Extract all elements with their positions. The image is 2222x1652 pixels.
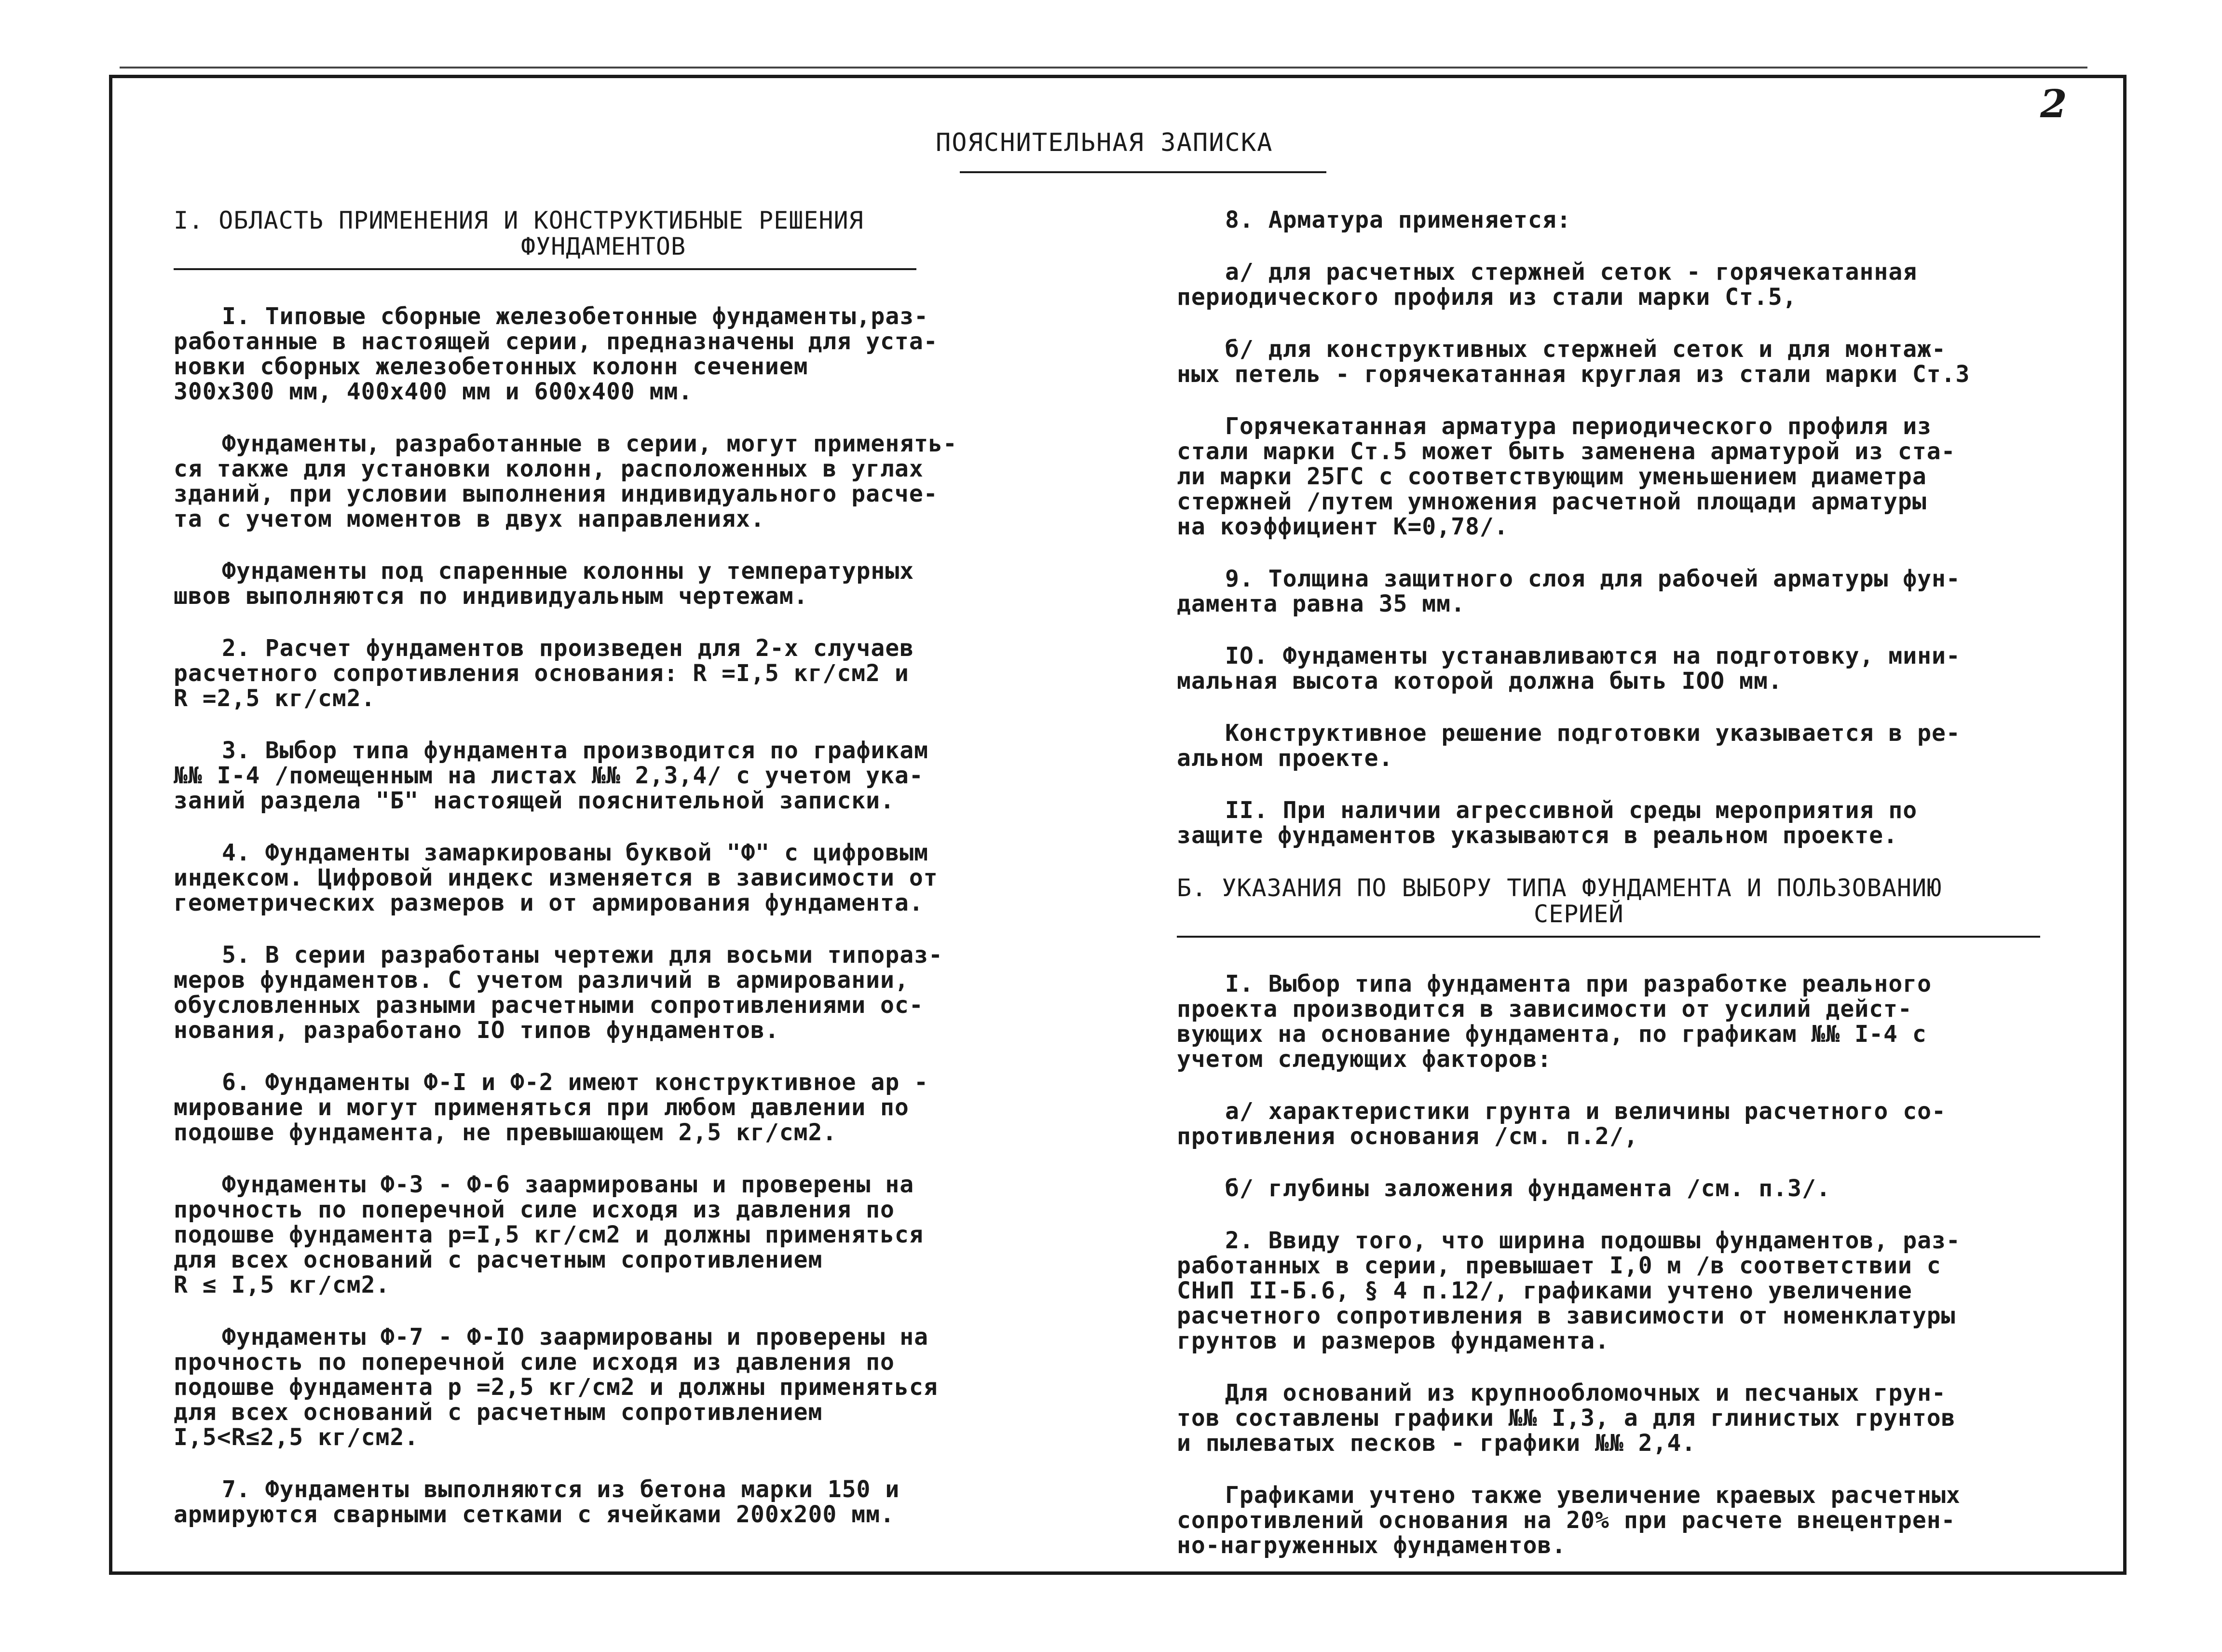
- paragraph: I. Типовые сборные железобетонные фундаменты,раз- работанные в настоящей серии, предназначены для уста- новки сборных железобетонных колонн сечением 300х300 мм, 400х400 мм и 600х400 мм.: [174, 303, 938, 405]
- section-heading-1: [174, 207, 1100, 259]
- paragraph: 2. Ввиду того, что ширина подошвы фундаментов, раз- работанных в серии, превышает I,0 м /в соответствии с СНиП II-Б.6, § 4 п.12/, графиками учтено увеличение расчетного сопротивления в зависимости от номенклатуры грунтов и размеров фундамента.: [1177, 1227, 1961, 1354]
- paragraph: 9. Толщина защитного слоя для рабочей арматуры фун- дамента равна 35 мм.: [1177, 565, 1961, 617]
- section-heading-b: [1177, 875, 2122, 927]
- right-paragraphs-bottom: [1177, 971, 2122, 1558]
- paragraph: а/ для расчетных стержней сеток - горячекатанная периодического профиля из стали марки Ст.5,: [1177, 259, 1918, 311]
- paragraph: 8. Арматура применяется:: [1225, 206, 1571, 233]
- paragraph: 5. В серии разработаны чертежи для восьми типораз- меров фундаментов. С учетом различий в армировании, обусловленных разными расчетными сопротивлениями ос- нования, разработано IO типов фундаментов.: [174, 942, 943, 1044]
- paragraph: Фундаменты Ф-3 - Ф-6 заармированы и проверены на прочность по поперечной силе исходя из давления по подошве фундамента р=I,5 кг/см2 и должны применяться для всех оснований с расчетным сопротивлением R ≤ I,5 кг/см2.: [174, 1171, 924, 1298]
- paragraph: Графиками учтено также увеличение краевых расчетных сопротивлений основания на 20% при расчете внецентрен- но-нагруженных фундаментов.: [1177, 1482, 1961, 1559]
- paragraph: 6. Фундаменты Ф-I и Ф-2 имеют конструктивное ар - мирование и могут применяться при любом давлении по подошве фундамента, не превышающем 2,5 кг/см2.: [174, 1069, 929, 1146]
- section-heading-b-line1: Б. УКАЗАНИЯ ПО ВЫБОРУ ТИПА ФУНДАМЕНТА И ПОЛЬЗОВАНИЮ: [1177, 874, 1942, 902]
- section-heading-b-line2: СЕРИЕЙ: [1534, 900, 1624, 928]
- sheet-top-line: [120, 67, 2087, 68]
- right-column: [1177, 207, 2122, 1585]
- paragraph: 3. Выбор типа фундамента производится по графикам №№ I-4 /помещенным на листах №№ 2,3,4/ с учетом ука- заний раздела "Б" настоящей пояснительной записки.: [174, 737, 929, 814]
- paragraph: Фундаменты, разработанные в серии, могут применять- ся также для установки колонн, расположенных в углах зданий, при условии выполнения индивидуального расче- та с учетом моментов в двух направлениях.: [174, 430, 957, 532]
- paragraph: Фундаменты под спаренные колонны у температурных швов выполняются по индивидуальным чертежам.: [174, 558, 914, 610]
- page-title: ПОЯСНИТЕЛЬНАЯ ЗАПИСКА: [936, 128, 1273, 157]
- paragraph: Конструктивное решение подготовки указывается в ре- альном проекте.: [1177, 720, 1961, 772]
- paragraph: II. При наличии агрессивной среды мероприятия по защите фундаментов указываются в реальном проекте.: [1177, 797, 1918, 849]
- paragraph: б/ для конструктивных стержней сеток и для монтаж- ных петель - горячекатанная круглая из стали марки Ст.3: [1177, 336, 1970, 388]
- paragraph: 4. Фундаменты замаркированы буквой "Ф" с цифровым индексом. Цифровой индекс изменяется в зависимости от геометрических размеров и от армирования фундамента.: [174, 839, 938, 916]
- section-heading-1-line2: ФУНДАМЕНТОВ: [521, 232, 686, 260]
- paragraph: I. Выбор типа фундамента при разработке реального проекта производится в зависимости от усилий дейст- вующих на основание фундамента, по графикам №№ I-4 с учетом следующих факторов:: [1177, 970, 1932, 1073]
- page-number: 2: [2040, 81, 2067, 126]
- paragraph: 2. Расчет фундаментов произведен для 2-х случаев расчетного сопротивления основания: R =I,5 кг/см2 и R =2,5 кг/см2.: [174, 635, 914, 712]
- paragraph: 7. Фундаменты выполняются из бетона марки 150 и армируются сварными сетками с ячейками 200х200 мм.: [174, 1476, 900, 1528]
- left-paragraphs: [174, 304, 1100, 1527]
- paragraph: Для оснований из крупнообломочных и песчаных грун- тов составлены графики №№ I,3, а для глинистых грунтов и пылеватых песков - графики №№ 2,4.: [1177, 1379, 1956, 1457]
- paragraph: IO. Фундаменты устанавливаются на подготовку, мини- мальная высота которой должна быть IOO мм.: [1177, 642, 1961, 695]
- paragraph: б/ глубины заложения фундамента /см. п.3/.: [1225, 1175, 1831, 1202]
- paragraph: Фундаменты Ф-7 - Ф-IO заармированы и проверены на прочность по поперечной силе исходя из давления по подошве фундамента р =2,5 кг/см2 и должны применяться для всех оснований с расчетным сопротивлением I,5<R≤2,5 кг/см2.: [174, 1324, 938, 1451]
- right-paragraphs-top: [1177, 207, 2122, 848]
- title-underline: [960, 171, 1326, 173]
- left-column: [174, 207, 1100, 1554]
- section-heading-1-line1: I. ОБЛАСТЬ ПРИМЕНЕНИЯ И КОНСТРУКТИБНЫЕ РЕШЕНИЯ: [174, 206, 864, 234]
- paragraph: а/ характеристики грунта и величины расчетного со- противления основания /см. п.2/,: [1177, 1098, 1946, 1150]
- section-heading-1-rule: [174, 268, 916, 270]
- section-heading-b-rule: [1177, 936, 2040, 938]
- paragraph: Горячекатанная арматура периодического профиля из стали марки Ст.5 может быть заменена арматурой из ста- ли марки 25ГС с соответствующим уменьшением диаметра стержней /путем умножения расчетной площади арматуры на коэффициент К=0,78/.: [1177, 413, 1956, 540]
